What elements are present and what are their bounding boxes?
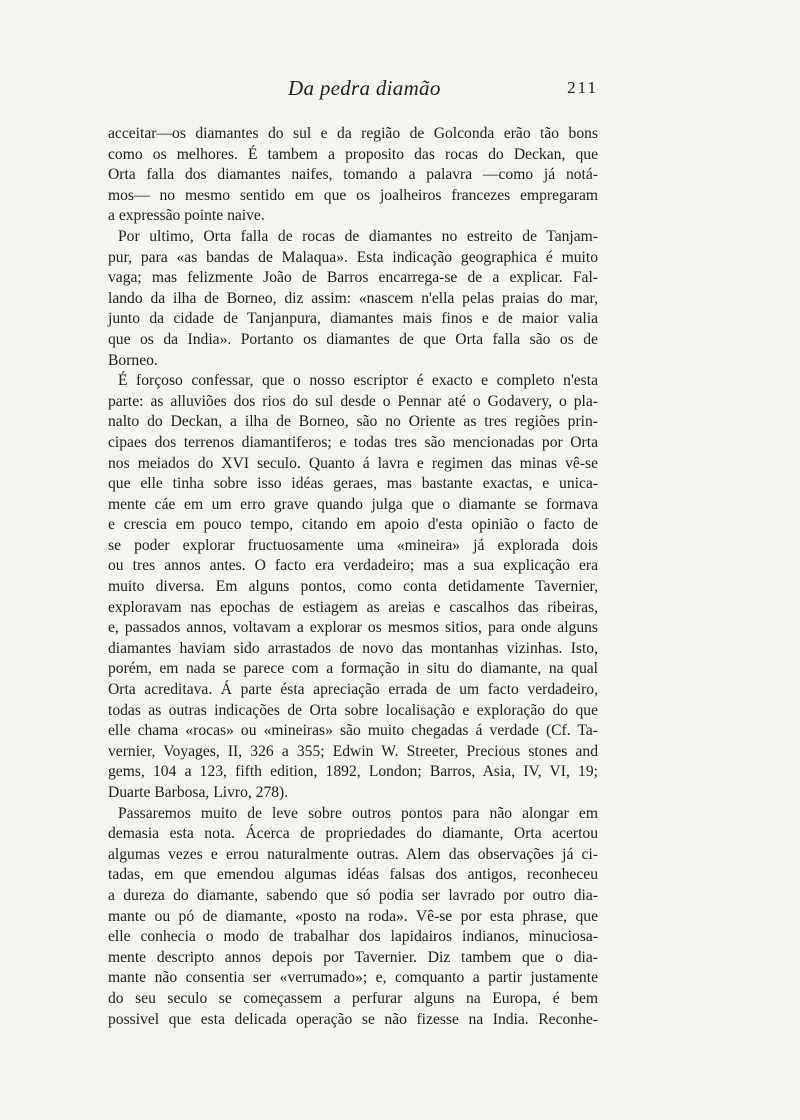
text-line: gems, 104 a 123, fifth edition, 1892, London; Barros, Asia, IV, VI, 19; (108, 763, 598, 781)
text-line: Borneo. (108, 351, 158, 369)
text-line: e, passados annos, voltavam a explorar os mesmos sitios, para onde alguns (108, 619, 598, 637)
text-line: vaga; mas felizmente João de Barros encarrega-se de a explicar. Fal- (108, 269, 598, 287)
text-line: Por ultimo, Orta falla de rocas de diamantes no estreito de Tanjam- (118, 227, 598, 245)
text-line: a expressão pointe naive. (108, 207, 265, 225)
text-line: mos— no mesmo sentido em que os joalheiros francezes empregaram (108, 186, 598, 204)
text-line: algumas vezes e errou naturalmente outras. Alem das observações já ci- (108, 845, 598, 863)
text-line: a dureza do diamante, sabendo que só podia ser lavrado por outro dia- (108, 886, 598, 904)
text-line: cipaes dos terrenos diamantiferos; e todas tres são mencionadas por Orta (108, 433, 598, 451)
text-line: todas as outras indicações de Orta sobre localisação e exploração do que (108, 701, 598, 719)
text-line: tadas, em que emendou algumas idéas falsas dos antigos, reconheceu (108, 866, 598, 884)
text-line: acceitar—os diamantes do sul e da região de Golconda erão tão bons (108, 125, 598, 142)
text-line: junto da cidade de Tanjanpura, diamantes mais finos e de maior valia (108, 310, 598, 328)
page-header (108, 76, 598, 106)
text-line: elle conhecia o modo de trabalhar dos lapidairos indianos, minuciosa- (108, 928, 598, 946)
text-line: mante ou pó de diamante, «posto na roda». Vê-se por esta phrase, que (108, 907, 598, 925)
text-line: possivel que esta delicada operação se não fizesse na India. Reconhe- (108, 1010, 598, 1028)
text-line: como os melhores. É tambem a proposito das rocas do Deckan, que (108, 145, 598, 163)
text-line: que os da India». Portanto os diamantes de que Orta falla são os de (108, 330, 598, 348)
text-line: muito diversa. Em alguns pontos, como conta detidamente Tavernier, (108, 578, 598, 596)
text-line: mante não consentia ser «verrumado»; e, comquanto a partir justamente (108, 969, 598, 987)
text-line: elle chama «rocas» ou «mineiras» são muito chegadas á verdade (Cf. Ta- (108, 722, 598, 740)
running-title: Da pedra diamão (288, 76, 441, 100)
text-line: Duarte Barbosa, Livro, 278). (108, 784, 289, 801)
text-line: e crescia em pouco tempo, citando em apoio d'esta opinião o facto de (108, 516, 598, 534)
text-line: É forçoso confessar, que o nosso escriptor é exacto e completo n'esta (118, 372, 598, 390)
text-line: parte: as alluviões dos rios do sul desde o Pennar até o Godavery, o pla- (108, 392, 598, 410)
text-line: diamantes haviam sido arrastados de novo das montanhas vizinhas. Isto, (108, 639, 598, 657)
text-line: ou tres annos antes. O facto era verdadeiro; mas a sua explicação era (108, 557, 598, 575)
text-line: mente cáe em um erro grave quando julga que o diamante se formava (108, 495, 598, 513)
text-line: nalto do Deckan, a ilha de Borneo, são no Oriente as tres regiões prin- (108, 413, 598, 431)
text-line: lando da ilha de Borneo, diz assim: «nascem n'ella pelas praias do mar, (108, 289, 598, 307)
text-line: Orta falla dos diamantes naifes, tomando a palavra —como já notá- (108, 166, 598, 184)
text-line: Orta acreditava. Á parte ésta apreciação errada de um facto verdadeiro, (108, 681, 598, 699)
text-line: do seu seculo se começassem a perfurar alguns na Europa, é bem (108, 989, 598, 1007)
text-line: exploravam nas epochas de estiagem as areias e cascalhos das ribeiras, (108, 598, 598, 616)
body-text (108, 124, 598, 1030)
text-line: mente descripto annos depois por Tavernier. Diz tambem que o dia- (108, 948, 598, 966)
text-line: nos meiados do XVI seculo. Quanto á lavra e regimen das minas vê-se (108, 454, 598, 472)
text-line: demasia esta nota. Ácerca de propriedades do diamante, Orta acertou (108, 825, 598, 843)
text-line: Passaremos muito de leve sobre outros pontos para não alongar em (118, 804, 598, 822)
text-line: pur, para «as bandas de Malaqua». Esta indicação geographica é muito (108, 248, 598, 266)
text-line: vernier, Voyages, II, 326 a 355; Edwin W. Streeter, Precious stones and (108, 742, 598, 760)
text-line: se poder explorar fructuosamente uma «mineira» já explorada dois (108, 536, 598, 554)
text-line: porém, em nada se parece com a formação in situ do diamante, na qual (108, 660, 598, 678)
text-line: que elle tinha sobre isso idéas geraes, mas bastante exactas, e unica- (108, 475, 598, 493)
page-number: 211 (567, 78, 598, 97)
